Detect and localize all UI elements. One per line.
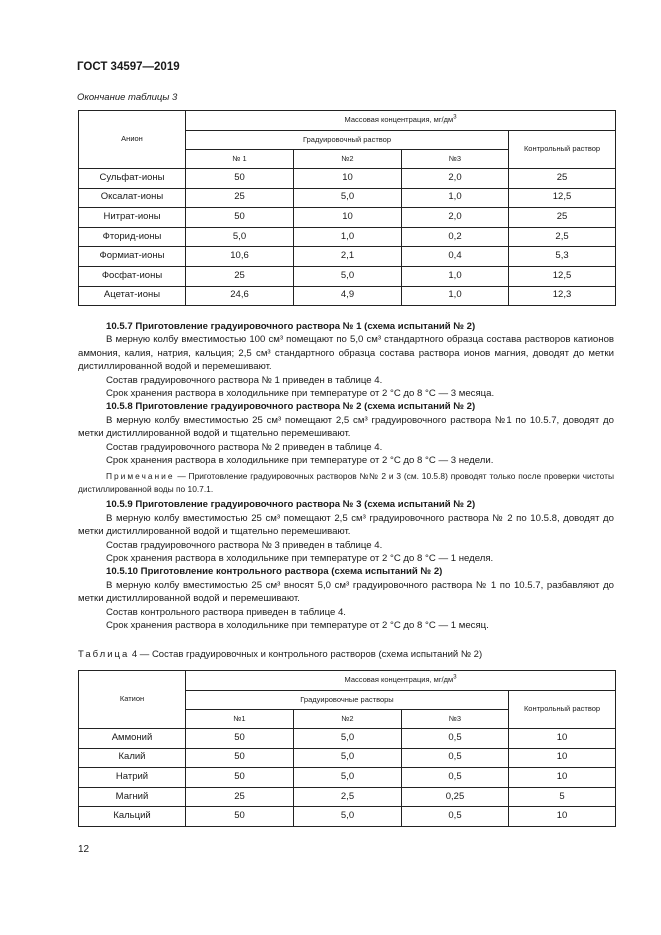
value-cell: 24,6 [186, 286, 294, 306]
section-10-5-8-heading: 10.5.8 Приготовление градуировочного раствора № 2 (схема испытаний № 2) [106, 401, 476, 413]
section-10-5-8-p2: Состав градуировочного раствора № 2 приведен в таблице 4. [106, 441, 383, 453]
table-row [79, 729, 616, 749]
section-10-5-7 [78, 320, 614, 632]
table-row [79, 768, 616, 788]
value-cell: 10 [509, 748, 616, 768]
value-cell: 10,6 [186, 247, 294, 267]
value-cell: 50 [186, 748, 294, 768]
table3-header-n2: №2 [294, 150, 402, 169]
value-cell: 10 [294, 208, 402, 228]
value-cell: 2,0 [402, 169, 509, 189]
table3-header-n3: №3 [402, 150, 509, 169]
section-10-5-7-p3: Срок хранения раствора в холодильнике при температуре от 2 °С до 8 °С — 3 месяца. [106, 388, 495, 400]
row-label-cell: Калий [79, 748, 186, 768]
row-label-cell: Аммоний [79, 729, 186, 749]
table4-header-n2: №2 [294, 710, 402, 729]
note [78, 470, 614, 495]
table-row [79, 169, 616, 189]
table-row [79, 227, 616, 247]
value-cell: 2,0 [402, 208, 509, 228]
row-label-cell: Оксалат-ионы [79, 188, 186, 208]
value-cell: 25 [186, 188, 294, 208]
section-10-5-8-p3: Срок хранения раствора в холодильнике при температуре от 2 °С до 8 °С — 3 недели. [106, 455, 494, 467]
table-row [79, 188, 616, 208]
section-10-5-9-p2: Состав градуировочного раствора № 3 приведен в таблице 4. [106, 539, 383, 551]
table-row [79, 286, 616, 306]
table-3 [78, 110, 616, 306]
row-label-cell: Формиат-ионы [79, 247, 186, 267]
value-cell: 2,5 [509, 227, 616, 247]
value-cell: 2,5 [294, 787, 402, 807]
section-10-5-10-p3: Срок хранения раствора в холодильнике при температуре от 2 °С до 8 °С — 1 месяц. [106, 619, 489, 631]
value-cell: 50 [186, 768, 294, 788]
section-10-5-9-p3: Срок хранения раствора в холодильнике при температуре от 2 °С до 8 °С — 1 неделя. [106, 552, 494, 564]
value-cell: 25 [186, 787, 294, 807]
page-number: 12 [78, 844, 90, 855]
value-cell: 0,5 [402, 807, 509, 827]
value-cell: 5,0 [294, 266, 402, 286]
table-row [79, 247, 616, 267]
table4-header-control: Контрольный раствор [509, 691, 616, 729]
value-cell: 5,0 [294, 188, 402, 208]
table4-title-text: 4 — Состав градуировочных и контрольного растворов (схема испытаний № 2) [129, 649, 483, 660]
row-label-cell: Магний [79, 787, 186, 807]
value-cell: 1,0 [402, 286, 509, 306]
value-cell: 1,0 [402, 188, 509, 208]
value-cell: 0,5 [402, 748, 509, 768]
table-row [79, 807, 616, 827]
table-row [79, 748, 616, 768]
table4-header-calibration: Градуировочные растворы [186, 691, 509, 710]
value-cell: 1,0 [294, 227, 402, 247]
value-cell: 0,4 [402, 247, 509, 267]
row-label-cell: Сульфат-ионы [79, 169, 186, 189]
value-cell: 12,5 [509, 188, 616, 208]
value-cell: 5,0 [294, 729, 402, 749]
table3-body [79, 169, 616, 306]
document-header: ГОСТ 34597—2019 [77, 61, 180, 73]
value-cell: 0,25 [402, 787, 509, 807]
table4-header-n1: №1 [186, 710, 294, 729]
value-cell: 0,5 [402, 729, 509, 749]
value-cell: 5,0 [294, 768, 402, 788]
value-cell: 0,2 [402, 227, 509, 247]
value-cell: 10 [509, 807, 616, 827]
table-row [79, 208, 616, 228]
row-label-cell: Кальций [79, 807, 186, 827]
value-cell: 0,5 [402, 768, 509, 788]
value-cell: 50 [186, 729, 294, 749]
value-cell: 10 [509, 729, 616, 749]
value-cell: 50 [186, 208, 294, 228]
value-cell: 5,0 [294, 807, 402, 827]
row-label-cell: Фторид-ионы [79, 227, 186, 247]
note-text: — Приготовление градуировочных растворов №№ 2 и 3 (см. 10.5.8) проводят только после проверки чистоты дистиллированной воды по 10.7.1. [78, 471, 614, 494]
section-10-5-7-heading: 10.5.7 Приготовление градуировочного раствора № 1 (схема испытаний № 2) [106, 321, 476, 332]
table4-header-n3: №3 [402, 710, 509, 729]
value-cell: 5,0 [186, 227, 294, 247]
table3-header-concentration: Массовая концентрация, $мг/дм^3$ [186, 111, 616, 131]
section-10-5-7-p1: В мерную колбу вместимостью 100 см³ помещают по 5,0 см³ стандартного образца состава растворов катионов аммония, калия, натрия, кальция; 2,5 см³ стандартного образца состава раствора ионов магния, доводят до метки дистиллированной водой и перемешивают. [78, 334, 614, 373]
value-cell: 5,3 [509, 247, 616, 267]
section-10-5-10-heading: 10.5.10 Приготовление контрольного раствора (схема испытаний № 2) [106, 566, 443, 578]
value-cell: 5,0 [294, 748, 402, 768]
table4-header-cation: Катион [79, 671, 186, 729]
value-cell: 2,1 [294, 247, 402, 267]
section-10-5-9-p1: В мерную колбу вместимостью 25 см³ помещают 2,5 см³ градуировочного раствора № 2 по 10.5.8, доводят до метки дистиллированной водой и тщательно перемешивают. [78, 512, 614, 538]
row-label-cell: Фосфат-ионы [79, 266, 186, 286]
section-10-5-7-p2: Состав градуировочного раствора № 1 приведен в таблице 4. [106, 374, 383, 386]
value-cell: 25 [509, 169, 616, 189]
table4-body [79, 729, 616, 827]
table3-header-n1: № 1 [186, 150, 294, 169]
value-cell: 25 [509, 208, 616, 228]
section-10-5-10-p2: Состав контрольного раствора приведен в таблице 4. [106, 606, 346, 618]
value-cell: 12,5 [509, 266, 616, 286]
section-10-5-8-p1: В мерную колбу вместимостью 25 см³ помещают 2,5 см³ градуировочного раствора №1 по 10.5.7, доводят до метки дистиллированной водой и тщательно перемешивают. [78, 414, 614, 440]
value-cell: 10 [509, 768, 616, 788]
section-10-5-9-heading: 10.5.9 Приготовление градуировочного раствора № 3 (схема испытаний № 2) [106, 499, 476, 511]
table-row [79, 266, 616, 286]
value-cell: 50 [186, 169, 294, 189]
table3-header-control: Контрольный раствор [509, 131, 616, 169]
value-cell: 25 [186, 266, 294, 286]
value-cell: 5 [509, 787, 616, 807]
table3-header-anion: Анион [79, 111, 186, 169]
table3-header-calibration: Градуировочный раствор [186, 131, 509, 150]
table-4 [78, 670, 616, 827]
value-cell: 50 [186, 807, 294, 827]
note-label: Примечание [106, 471, 175, 482]
value-cell: 1,0 [402, 266, 509, 286]
value-cell: 4,9 [294, 286, 402, 306]
value-cell: 12,3 [509, 286, 616, 306]
table4-title [78, 649, 482, 660]
row-label-cell: Нитрат-ионы [79, 208, 186, 228]
table4-header-concentration: Массовая концентрация, $мг/дм^3$ [186, 671, 616, 691]
row-label-cell: Натрий [79, 768, 186, 788]
table-row [79, 787, 616, 807]
section-10-5-10-p1: В мерную колбу вместимостью 25 см³ вносят 5,0 см³ градуировочного раствора № 1 по 10.5.7, разбавляют до метки дистиллированной водой и перемешивают. [78, 579, 614, 605]
row-label-cell: Ацетат-ионы [79, 286, 186, 306]
table3-caption: Окончание таблицы 3 [77, 92, 178, 103]
table4-title-label: Таблица [78, 649, 130, 660]
value-cell: 10 [294, 169, 402, 189]
